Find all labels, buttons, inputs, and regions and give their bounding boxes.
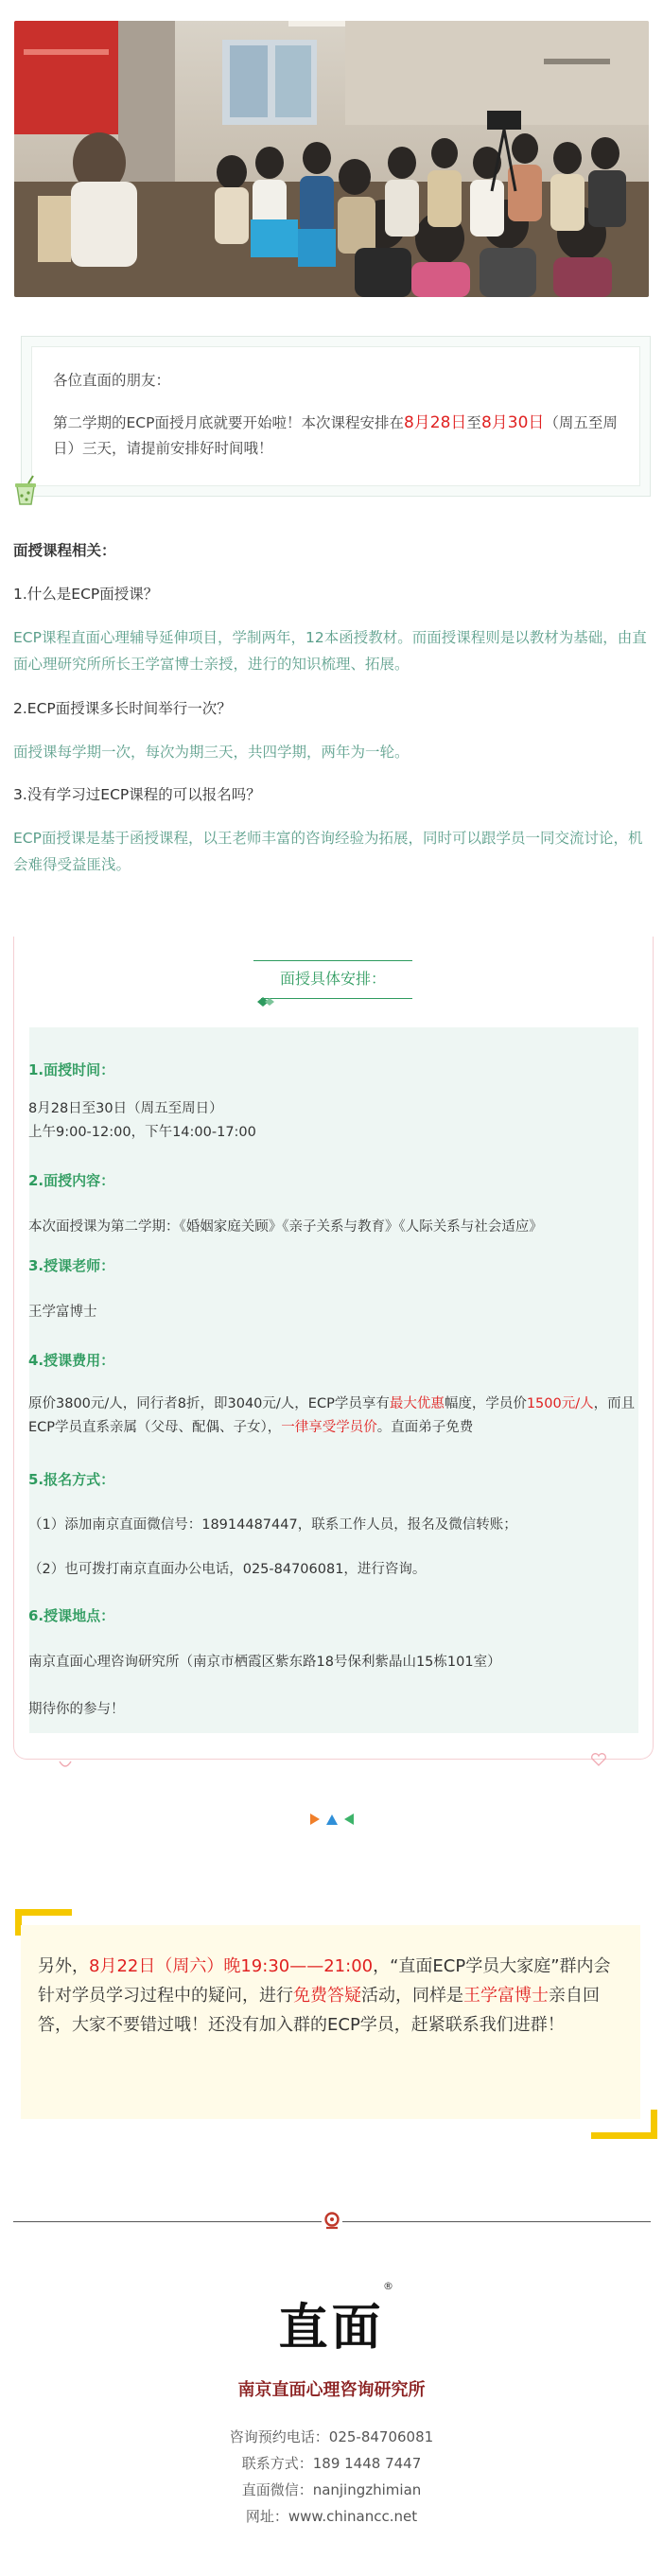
registered-mark: ® — [383, 2280, 393, 2292]
faq-answer-1: ECP课程直面心理辅导延伸项目，学制两年，12本函授教材。而面授课程则是以教材为基础，由直面心理研究所所长王学富博士亲授，进行的知识梳理、拓展。 — [13, 629, 647, 673]
faq-question-3: 3.没有学习过ECP课程的可以报名吗？ — [13, 786, 261, 803]
notice-box — [21, 1925, 640, 2119]
greeting-message: 第二学期的ECP面授月底就要开始啦！本次课程安排在8月28日至8月30日（周五至周日）三天，请提前安排好时间哦！ — [53, 413, 618, 457]
time-line-1: 8月28日至30日（周五至周日） — [28, 1101, 223, 1116]
footer-wechat: 直面微信：nanjingzhimian — [241, 2481, 422, 2498]
faq-answer-2: 面授课每学期一次，每次为期三天，共四学期，两年为一轮。 — [13, 744, 410, 761]
teacher-text: 王学富博士 — [28, 1305, 97, 1320]
footer-website[interactable]: 网址：www.chinancc.net — [245, 2508, 418, 2525]
footer-rule-left — [13, 2221, 322, 2222]
faq-question-2: 2.ECP面授课多长时间举行一次？ — [13, 700, 232, 717]
signup-method-1: （1）添加南京直面微信号：18914487447，联系工作人员，报名及微信转账； — [28, 1517, 517, 1533]
notice-corner-bottom-right-v — [651, 2110, 657, 2139]
drink-cup-icon — [9, 475, 42, 507]
pink-flourish-left-icon — [59, 1755, 72, 1764]
closing-text: 期待你的参与！ — [28, 1702, 125, 1717]
fee-label: 4.授课费用： — [28, 1352, 115, 1369]
notice-corner-top-left-h — [15, 1909, 72, 1916]
footer-rule-right — [342, 2221, 651, 2222]
location-pin-icon — [323, 2212, 340, 2231]
time-line-2: 上午9:00-12:00，下午14:00-17:00 — [28, 1125, 256, 1140]
greeting-salutation: 各位直面的朋友： — [53, 372, 171, 389]
title-top-rule — [253, 960, 412, 961]
organization-name: 南京直面心理咨询研究所 — [237, 2380, 426, 2400]
footer-contact: 联系方式：189 1448 7447 — [241, 2455, 422, 2472]
faq-question-1: 1.什么是ECP面授课？ — [13, 586, 159, 603]
footer-phone: 咨询预约电话：025-84706081 — [229, 2428, 434, 2445]
triangle-divider-icon — [308, 1812, 356, 1825]
pink-heart-icon — [590, 1752, 607, 1765]
faq-answer-3: ECP面授课是基于函授课程，以王老师丰富的咨询经验为拓展，同时可以跟学员一同交流讨论，机会难得受益匪浅。 — [13, 830, 643, 873]
place-label: 6.授课地点： — [28, 1607, 115, 1624]
content-text: 本次面授课为第二学期：《婚姻家庭关顾》《亲子关系与教育》《人际关系与社会适应》 — [28, 1219, 543, 1235]
greeting-card — [21, 336, 651, 497]
teacher-label: 3.授课老师： — [28, 1257, 115, 1274]
title-bottom-rule — [261, 998, 412, 999]
place-text: 南京直面心理咨询研究所（南京市栖霞区紫东路18号保利紫晶山15栋101室） — [28, 1655, 501, 1670]
notice-text: 另外，8月22日（周六）晚19:30——21:00，“直面ECP学员大家庭”群内会针对学员学习过程中的疑问，进行免费答疑活动，同样是王学富博士亲自回答，大家不要错过哦！还没有加入群的ECP学员，赶紧联系我们进群！ — [38, 1956, 611, 2035]
classroom-photo — [14, 21, 649, 297]
notice-corner-bottom-right-h — [591, 2132, 657, 2139]
arrangement-title: 面授具体安排： — [279, 970, 386, 988]
leaf-icon — [255, 993, 278, 1005]
faq-heading: 面授课程相关： — [13, 542, 116, 559]
time-label: 1.面授时间： — [28, 1061, 115, 1078]
signup-method-2: （2）也可拨打南京直面办公电话，025-84706081，进行咨询。 — [28, 1562, 427, 1577]
signup-label: 5.报名方式： — [28, 1471, 115, 1488]
brand-logo: 直面 — [278, 2299, 385, 2357]
fee-text: 原价3800元/人，同行者8折，即3040元/人，ECP学员享有最大优惠幅度，学员价1500元/人，而且ECP学员直系亲属（父母、配偶、子女），一律享受学员价。直面弟子免费 — [28, 1396, 636, 1435]
content-label: 2.面授内容： — [28, 1172, 115, 1189]
